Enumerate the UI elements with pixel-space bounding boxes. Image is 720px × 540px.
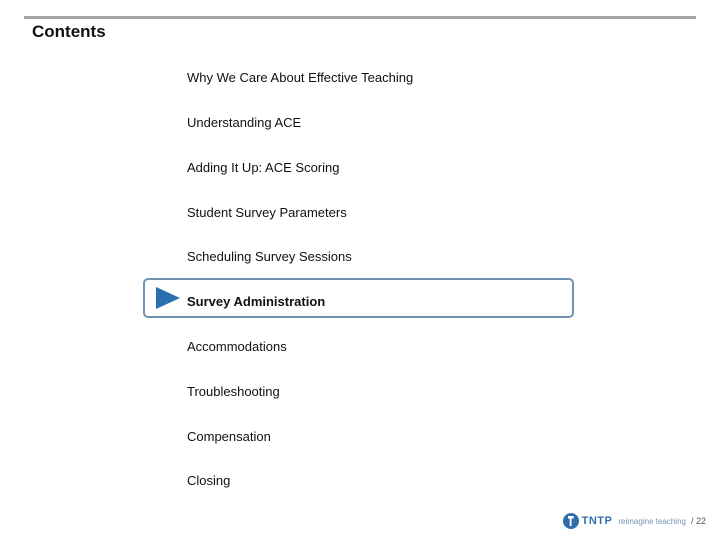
agenda-item-troubleshooting[interactable]: Troubleshooting	[187, 384, 280, 399]
agenda-item-survey-parameters[interactable]: Student Survey Parameters	[187, 205, 347, 220]
agenda-item-compensation[interactable]: Compensation	[187, 429, 271, 444]
agenda-item-survey-administration[interactable]: Survey Administration	[187, 294, 326, 309]
agenda-item-ace-scoring[interactable]: Adding It Up: ACE Scoring	[187, 160, 340, 175]
agenda-item-understanding-ace[interactable]: Understanding ACE	[187, 115, 302, 130]
logo-wordmark: TNTP	[581, 515, 613, 527]
tntp-logo-icon	[563, 513, 579, 529]
agenda-item-accommodations[interactable]: Accommodations	[187, 339, 287, 354]
agenda-item-closing[interactable]: Closing	[187, 473, 231, 488]
logo-tagline: reimagine teaching	[618, 516, 686, 526]
agenda-item-scheduling-sessions[interactable]: Scheduling Survey Sessions	[187, 249, 352, 264]
page-number: / 22	[690, 516, 706, 526]
slide-title: Contents	[32, 22, 106, 41]
agenda-item-effective-teaching[interactable]: Why We Care About Effective Teaching	[187, 70, 414, 85]
slide-footer	[563, 512, 706, 530]
play-triangle-icon	[156, 287, 180, 309]
